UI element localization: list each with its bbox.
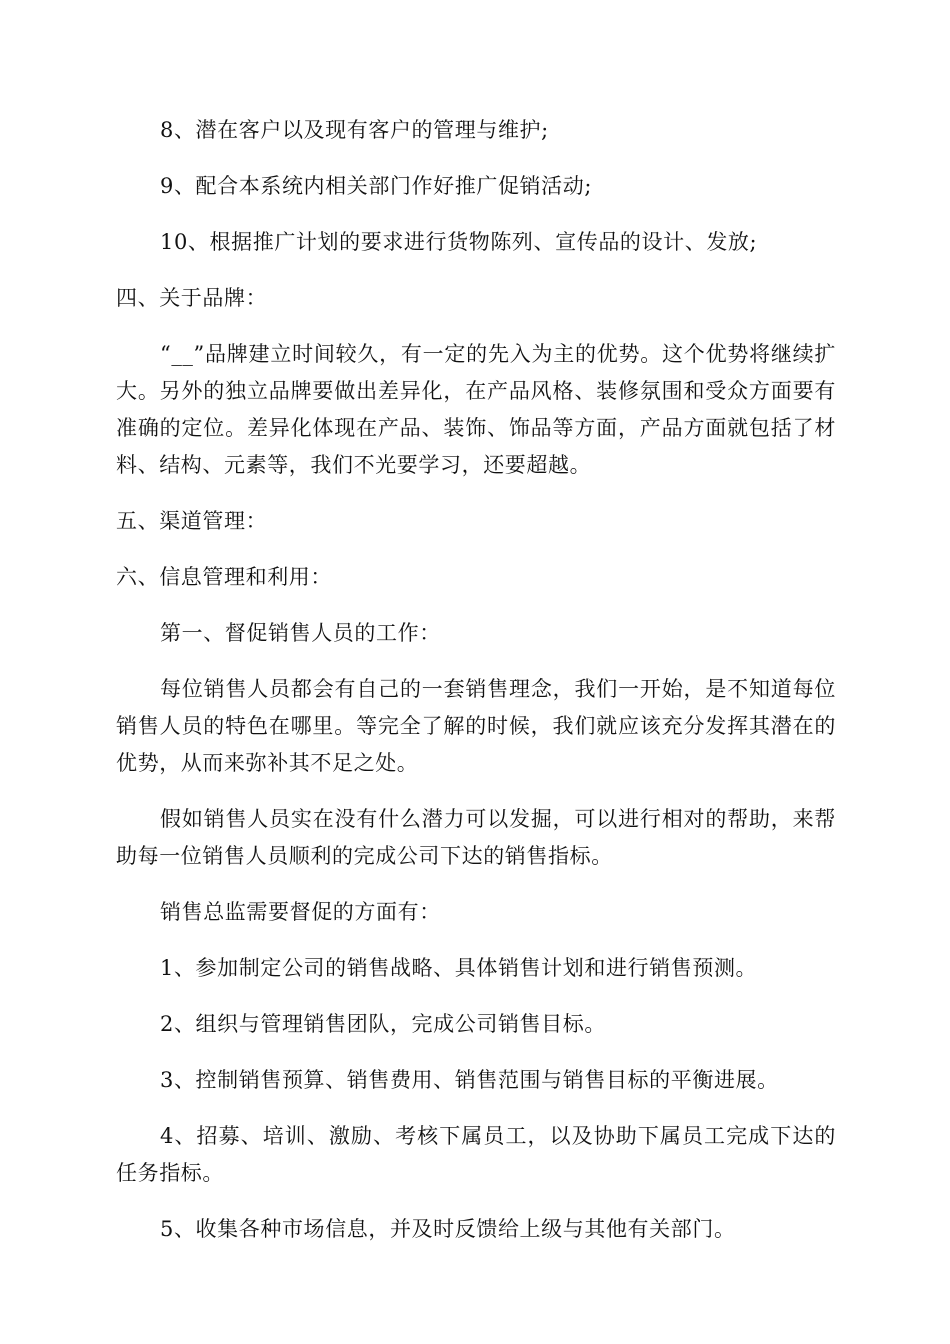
duty-item-4: 4、招募、培训、激励、考核下属员工，以及协助下属员工完成下达的任务指标。	[116, 1124, 836, 1185]
duty-item-3: 3、控制销售预算、销售费用、销售范围与销售目标的平衡进展。	[160, 1068, 779, 1092]
list-item-8: 8、潜在客户以及现有客户的管理与维护;	[160, 118, 549, 142]
body-paragraph-director-duties: 销售总监需要督促的方面有：	[160, 900, 441, 924]
list-item-10: 10、根据推广计划的要求进行货物陈列、宣传品的设计、发放;	[160, 230, 758, 254]
list-item-9: 9、配合本系统内相关部门作好推广促销活动;	[160, 174, 593, 198]
duty-item-2: 2、组织与管理销售团队，完成公司销售目标。	[160, 1012, 606, 1036]
section-heading-information: 六、信息管理和利用：	[116, 565, 332, 589]
body-paragraph-help-sales: 假如销售人员实在没有什么潜力可以发掘，可以进行相对的帮助，来帮助每一位销售人员顺利的完成公司下达的销售指标。	[116, 807, 836, 868]
brand-paragraph: “__”品牌建立时间较久，有一定的先入为主的优势。这个优势将继续扩大。另外的独立品牌要做出差异化，在产品风格、装修氛围和受众方面要有准确的定位。差异化体现在产品、装饰、饰品等方面，产品方面就包括了材料、结构、元素等，我们不光要学习，还要超越。	[116, 342, 836, 477]
section-heading-channel: 五、渠道管理：	[116, 509, 268, 533]
duty-item-5: 5、收集各种市场信息，并及时反馈给上级与其他有关部门。	[160, 1217, 736, 1241]
subheading-supervise-sales: 第一、督促销售人员的工作：	[160, 621, 441, 645]
duty-item-1: 1、参加制定公司的销售战略、具体销售计划和进行销售预测。	[160, 956, 758, 980]
document-body	[116, 112, 836, 1267]
body-paragraph-sales-philosophy: 每位销售人员都会有自己的一套销售理念，我们一开始，是不知道每位销售人员的特色在哪里。等完全了解的时候，我们就应该充分发挥其潜在的优势，从而来弥补其不足之处。	[116, 677, 836, 775]
section-heading-brand: 四、关于品牌：	[116, 286, 268, 310]
